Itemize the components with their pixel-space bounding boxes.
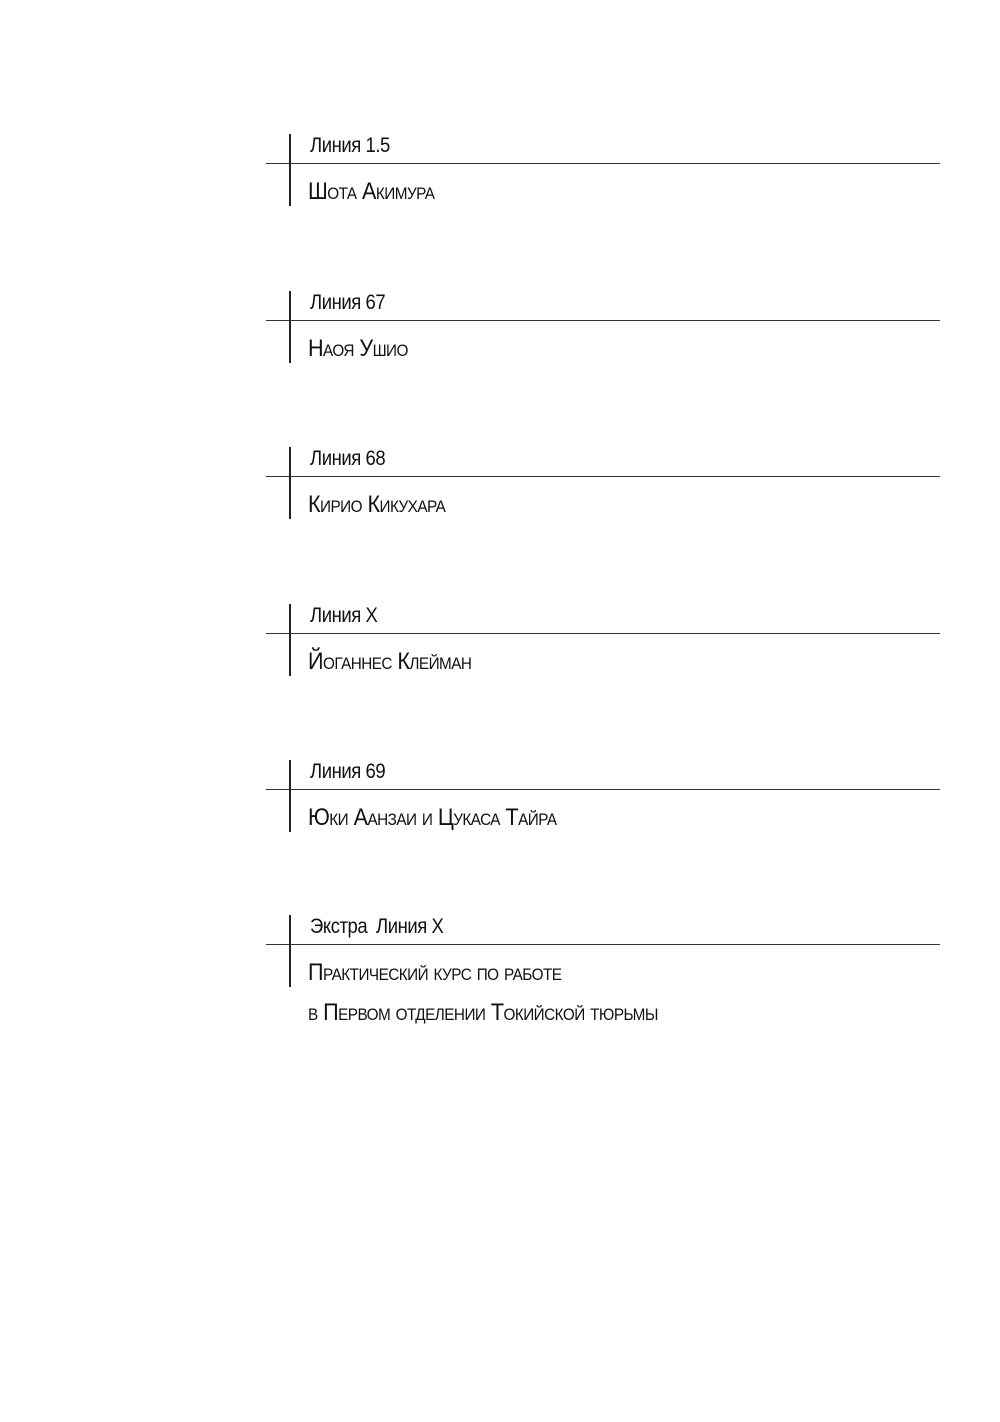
toc-entry-extra bbox=[266, 915, 940, 1035]
divider-line bbox=[266, 163, 940, 164]
chapter-title-line-2: в Первом отделении Токийской тюрьмы bbox=[308, 999, 658, 1026]
divider-line bbox=[266, 476, 940, 477]
toc-entry-5 bbox=[266, 760, 940, 840]
extra-line-label bbox=[310, 915, 443, 939]
line-label: Линия 1.5 bbox=[310, 134, 390, 157]
toc-entry-2 bbox=[266, 291, 940, 371]
divider-line bbox=[266, 944, 940, 945]
toc-entry-1 bbox=[266, 134, 940, 214]
bracket-line bbox=[289, 760, 291, 832]
divider-line bbox=[266, 320, 940, 321]
chapter-title: Наоя Ушио bbox=[308, 335, 408, 362]
toc-entry-3 bbox=[266, 447, 940, 527]
line-label: Линия 68 bbox=[310, 447, 386, 470]
line-label: Линия X bbox=[310, 604, 378, 627]
bracket-line bbox=[289, 134, 291, 206]
bracket-line bbox=[289, 291, 291, 363]
divider-line bbox=[266, 789, 940, 790]
chapter-title: Кирио Кикухара bbox=[308, 491, 446, 518]
chapter-title: Шота Акимура bbox=[308, 178, 435, 205]
divider-line bbox=[266, 633, 940, 634]
bracket-line bbox=[289, 604, 291, 676]
bracket-line bbox=[289, 447, 291, 519]
chapter-title-line-1: Практический курс по работе bbox=[308, 959, 562, 986]
chapter-title: Йоганнес Клейман bbox=[308, 648, 472, 675]
line-label: Линия X bbox=[376, 915, 444, 938]
line-label: Линия 69 bbox=[310, 760, 386, 783]
bracket-line bbox=[289, 915, 291, 987]
line-label: Линия 67 bbox=[310, 291, 386, 314]
chapter-title: Юки Аанзаи и Цукаса Тайра bbox=[308, 804, 557, 831]
extra-prefix: Экстра bbox=[310, 915, 368, 938]
toc-entry-4 bbox=[266, 604, 940, 684]
